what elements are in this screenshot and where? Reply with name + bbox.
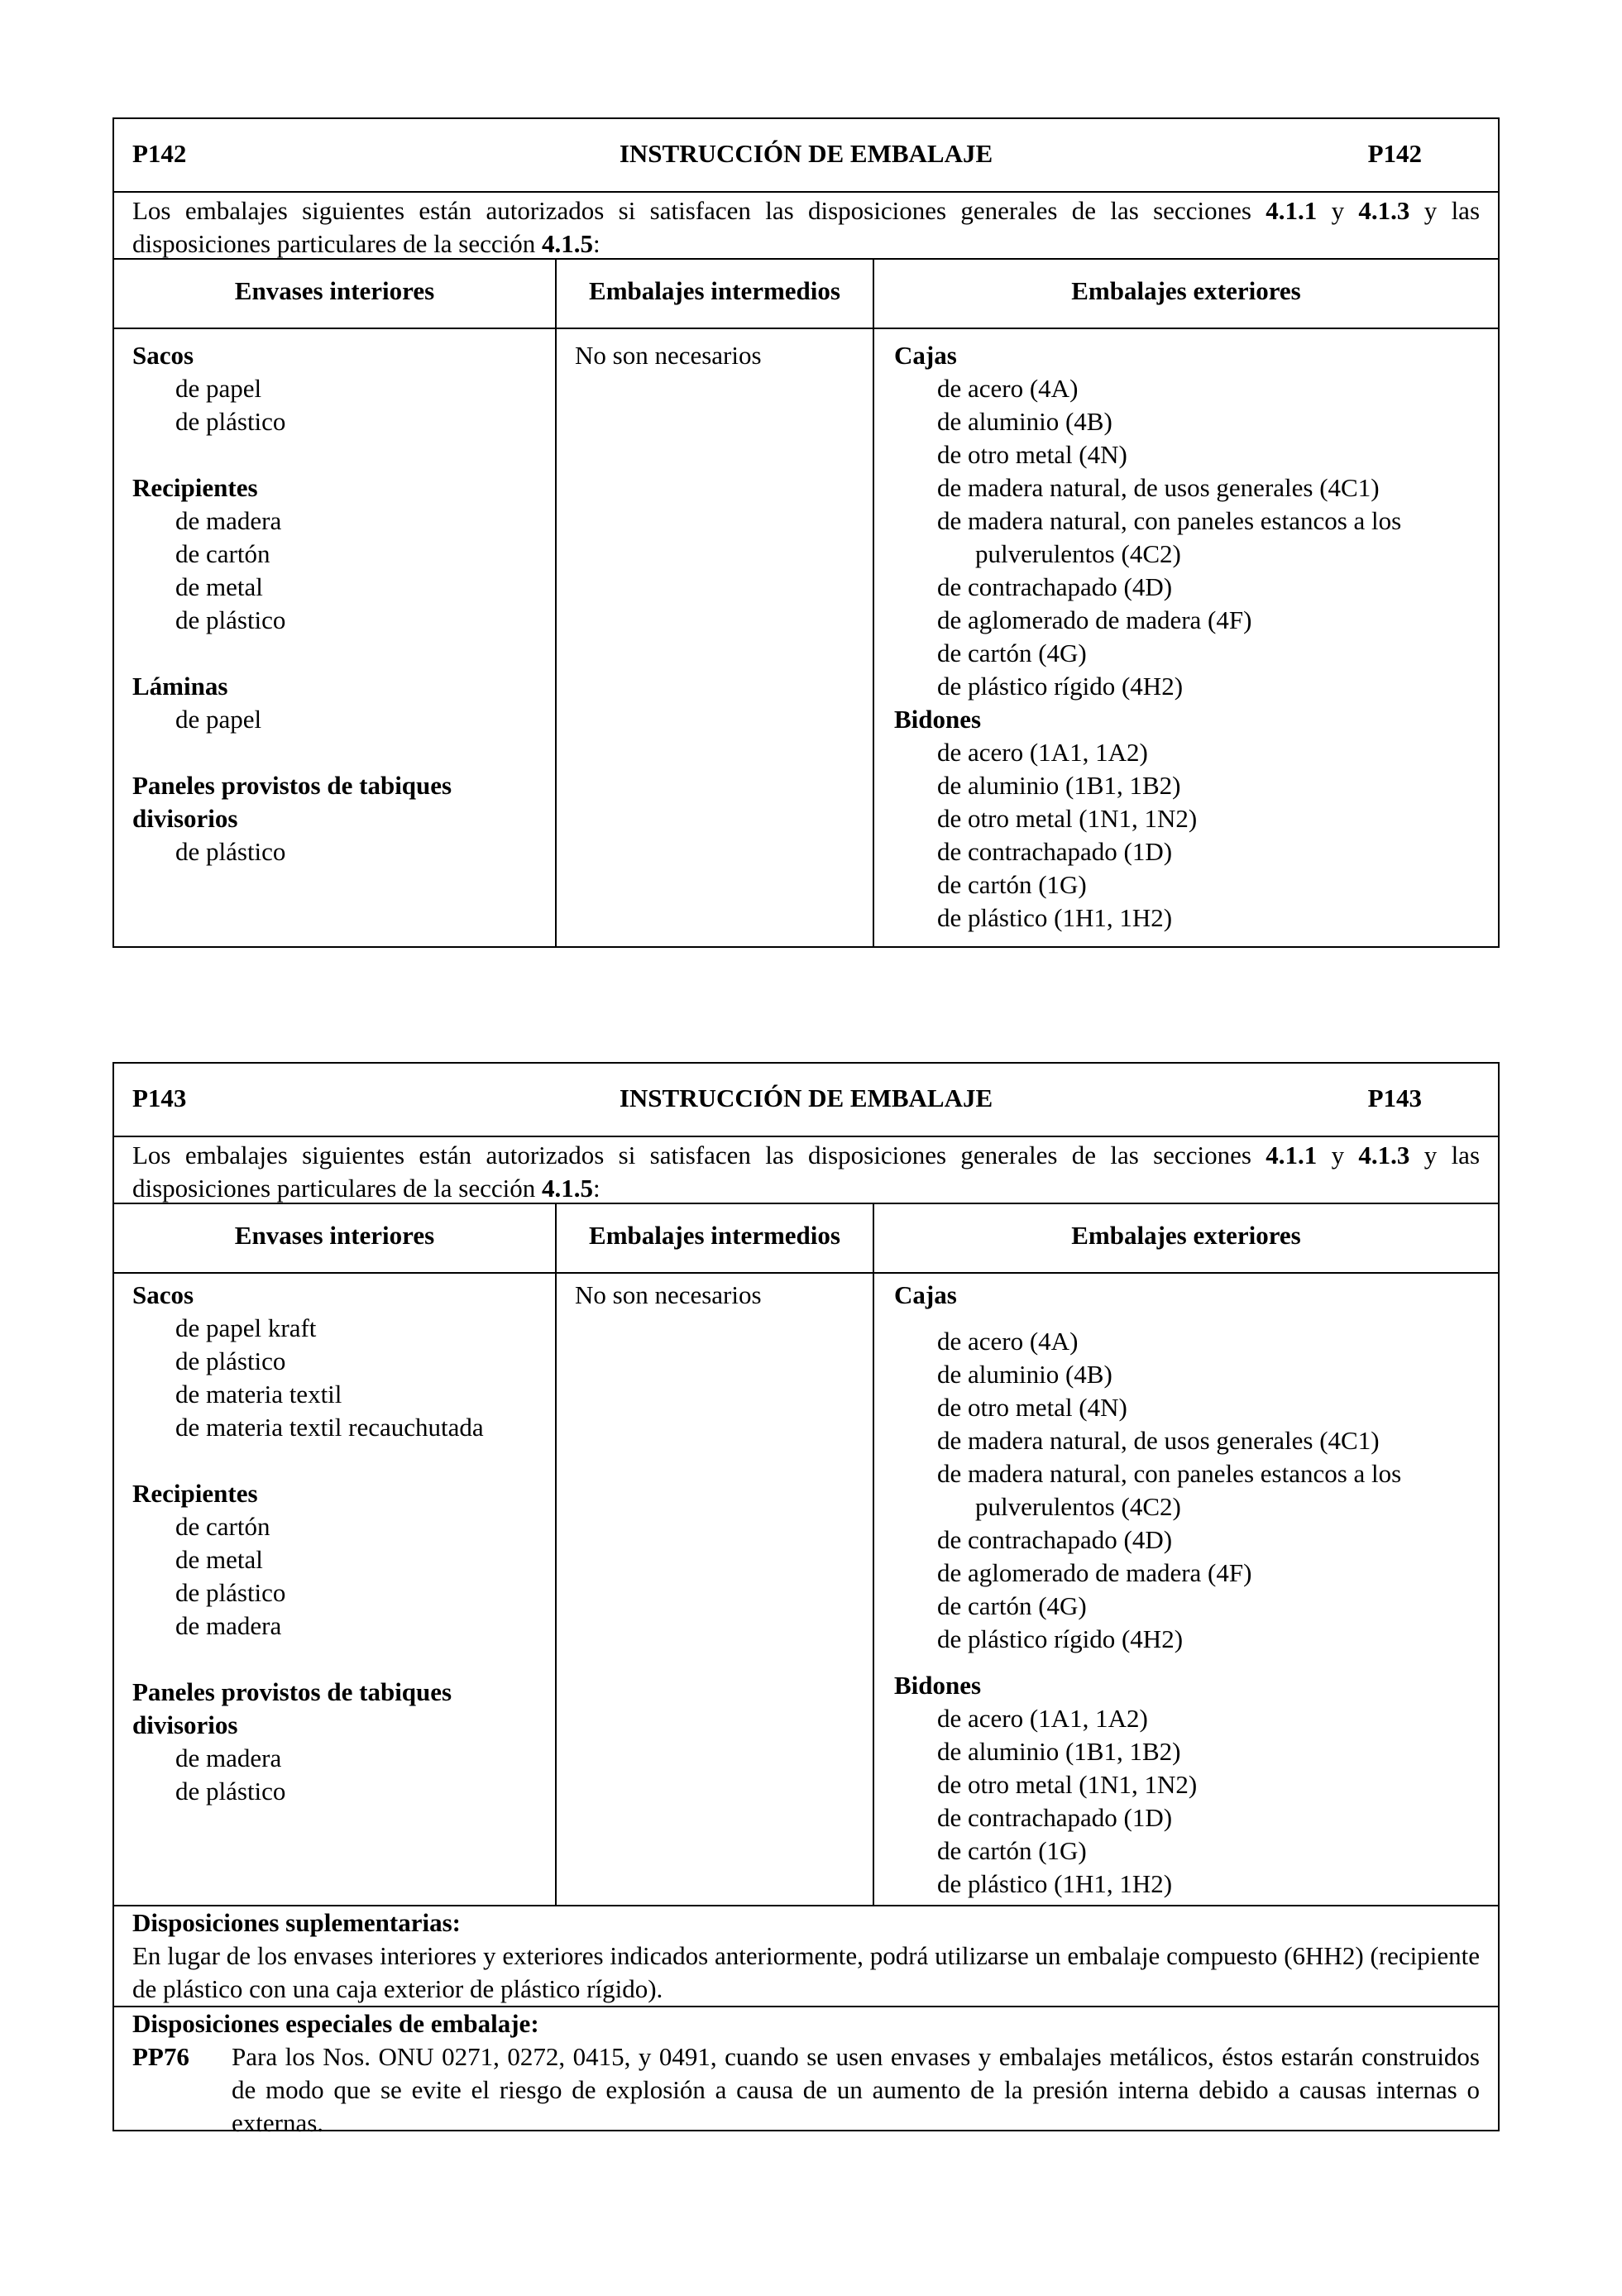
intro-part: : <box>592 1174 600 1203</box>
intro-part: y las disposiciones particulares de la sección <box>132 1141 1481 1203</box>
list-item: de plástico <box>175 1578 286 1607</box>
list-item: de madera natural, con paneles estancos a los <box>937 506 1402 535</box>
list-item: de papel <box>175 705 262 734</box>
provision-text: Para los Nos. ONU 0271, 0272, 0415, y 0491, cuando se usen envases y embalajes metálicos, éstos estarán construidos de modo que se evite el riesgo de explosión a causa de un aumento de la presión interna debido a causas internas o externas. <box>232 2042 1480 2137</box>
section-ref: 4.1.1 <box>1266 1141 1318 1170</box>
group-heading: Paneles provistos de tabiques <box>132 771 452 800</box>
instruction-code-left: P143 <box>132 1083 187 1112</box>
list-item: de aluminio (1B1, 1B2) <box>937 771 1181 800</box>
list-item-cont: pulverulentos (4C2) <box>975 539 1181 568</box>
column-headers <box>114 260 1498 329</box>
list-item: de otro metal (1N1, 1N2) <box>937 1770 1198 1799</box>
list-item: de acero (4A) <box>937 374 1079 403</box>
list-item: de papel <box>175 374 262 403</box>
packing-instruction-p142 <box>112 117 1500 948</box>
list-item: de cartón (4G) <box>937 639 1087 667</box>
list-item-cont: pulverulentos (4C2) <box>975 1492 1181 1521</box>
list-item: de contrachapado (4D) <box>937 1525 1173 1554</box>
list-item: de otro metal (1N1, 1N2) <box>937 804 1198 833</box>
list-item: de cartón (4G) <box>937 1591 1087 1620</box>
list-item: de plástico <box>175 837 286 866</box>
column-header-outer: Embalajes exteriores <box>1071 276 1301 305</box>
not-required-text: No son necesarios <box>575 1280 762 1309</box>
list-item: de aluminio (1B1, 1B2) <box>937 1737 1181 1766</box>
list-item: de aluminio (4B) <box>937 1360 1112 1389</box>
list-item: de madera natural, de usos generales (4C1) <box>937 473 1380 502</box>
list-item: de madera <box>175 1744 282 1772</box>
group-heading: Recipientes <box>132 473 258 502</box>
list-item: de madera natural, de usos generales (4C1) <box>937 1426 1380 1455</box>
supplementary-provisions <box>114 1906 1498 2007</box>
list-item: de acero (4A) <box>937 1327 1079 1356</box>
packing-instruction-p143 <box>112 1062 1500 2137</box>
table-body <box>114 1274 1498 1906</box>
list-item: de plástico <box>175 1777 286 1806</box>
supplementary-title: Disposiciones suplementarias: <box>132 1908 461 1937</box>
list-item: de cartón (1G) <box>937 870 1087 899</box>
list-item: de contrachapado (4D) <box>937 572 1173 601</box>
list-item: de contrachapado (1D) <box>937 1803 1173 1832</box>
table-header <box>114 119 1498 193</box>
supplementary-text: En lugar de los envases interiores y exteriores indicados anteriormente, podrá utilizarse un embalaje compuesto (6HH2) (recipiente de plástico con una caja exterior de plástico rígido). <box>132 1941 1480 2003</box>
list-item: de acero (1A1, 1A2) <box>937 738 1148 767</box>
section-ref: 4.1.3 <box>1358 1141 1410 1170</box>
outer-packagings-cell <box>874 1274 1498 1905</box>
list-item: de aglomerado de madera (4F) <box>937 1558 1252 1587</box>
intro-part: Los embalajes siguientes están autorizados si satisfacen las disposiciones generales de las secciones <box>132 196 1266 225</box>
group-heading: Recipientes <box>132 1479 258 1508</box>
intro-part: : <box>592 229 600 258</box>
column-header-intermediate: Embalajes intermedios <box>557 1204 874 1272</box>
section-ref: 4.1.5 <box>541 1174 593 1203</box>
list-item: de plástico (1H1, 1H2) <box>937 903 1173 932</box>
outer-packagings-cell <box>874 329 1498 946</box>
instruction-code-left: P142 <box>132 139 187 168</box>
list-item: de madera <box>175 1611 282 1640</box>
list-item: de otro metal (4N) <box>937 1393 1127 1422</box>
list-item: de metal <box>175 572 263 601</box>
list-item: de plástico rígido (4H2) <box>937 1624 1184 1653</box>
section-ref: 4.1.3 <box>1358 196 1410 225</box>
group-heading: Sacos <box>132 341 194 370</box>
column-headers <box>114 1204 1498 1274</box>
instruction-code-right: P143 <box>1367 1083 1422 1112</box>
special-packing-provisions <box>114 2007 1498 2137</box>
list-item: de plástico <box>175 1347 286 1375</box>
intro-part: y <box>1317 1141 1359 1170</box>
intro-part: Los embalajes siguientes están autorizados si satisfacen las disposiciones generales de las secciones <box>132 1141 1266 1170</box>
intro-text <box>114 193 1498 260</box>
list-item: de madera <box>175 506 282 535</box>
group-heading-cont: divisorios <box>132 804 238 833</box>
section-ref: 4.1.5 <box>541 229 593 258</box>
group-heading: Paneles provistos de tabiques <box>132 1677 452 1706</box>
provision-code: PP76 <box>132 2042 189 2071</box>
list-item: de cartón (1G) <box>937 1836 1087 1865</box>
list-item: de plástico <box>175 407 286 436</box>
column-header-inner: Envases interiores <box>114 1204 557 1272</box>
list-item: de acero (1A1, 1A2) <box>937 1704 1148 1733</box>
instruction-title: INSTRUCCIÓN DE EMBALAJE <box>619 139 993 168</box>
list-item: de plástico <box>175 605 286 634</box>
group-heading: Bidones <box>894 705 982 734</box>
intermediate-packagings-cell <box>557 1274 874 1905</box>
provision-pp76 <box>132 2040 1480 2140</box>
list-item: de materia textil recauchutada <box>175 1413 484 1442</box>
column-header-inner: Envases interiores <box>114 260 557 328</box>
group-heading: Bidones <box>894 1671 982 1700</box>
group-heading: Sacos <box>132 1280 194 1309</box>
list-item: de metal <box>175 1545 263 1574</box>
list-item: de madera natural, con paneles estancos a los <box>937 1459 1402 1488</box>
list-item: de plástico rígido (4H2) <box>937 672 1184 701</box>
not-required-text: No son necesarios <box>575 341 762 370</box>
table-header <box>114 1064 1498 1137</box>
intro-part: y las disposiciones particulares de la sección <box>132 196 1481 258</box>
group-heading-cont: divisorios <box>132 1710 238 1739</box>
list-item: de contrachapado (1D) <box>937 837 1173 866</box>
list-item: de cartón <box>175 539 270 568</box>
table-body <box>114 329 1498 946</box>
column-header-outer: Embalajes exteriores <box>1071 1221 1301 1250</box>
list-item: de aluminio (4B) <box>937 407 1112 436</box>
section-ref: 4.1.1 <box>1266 196 1318 225</box>
list-item: de papel kraft <box>175 1313 317 1342</box>
group-heading: Cajas <box>894 1280 957 1309</box>
group-heading: Láminas <box>132 672 228 701</box>
instruction-title: INSTRUCCIÓN DE EMBALAJE <box>619 1083 993 1112</box>
list-item: de materia textil <box>175 1380 342 1409</box>
special-provisions-title: Disposiciones especiales de embalaje: <box>132 2009 539 2038</box>
list-item: de otro metal (4N) <box>937 440 1127 469</box>
list-item: de plástico (1H1, 1H2) <box>937 1869 1173 1898</box>
list-item: de aglomerado de madera (4F) <box>937 605 1252 634</box>
inner-packagings-cell <box>114 329 557 946</box>
group-heading: Cajas <box>894 341 957 370</box>
intermediate-packagings-cell <box>557 329 874 946</box>
instruction-code-right: P142 <box>1367 139 1422 168</box>
column-header-intermediate: Embalajes intermedios <box>557 260 874 328</box>
intro-text <box>114 1137 1498 1204</box>
inner-packagings-cell <box>114 1274 557 1905</box>
list-item: de cartón <box>175 1512 270 1541</box>
intro-part: y <box>1317 196 1359 225</box>
